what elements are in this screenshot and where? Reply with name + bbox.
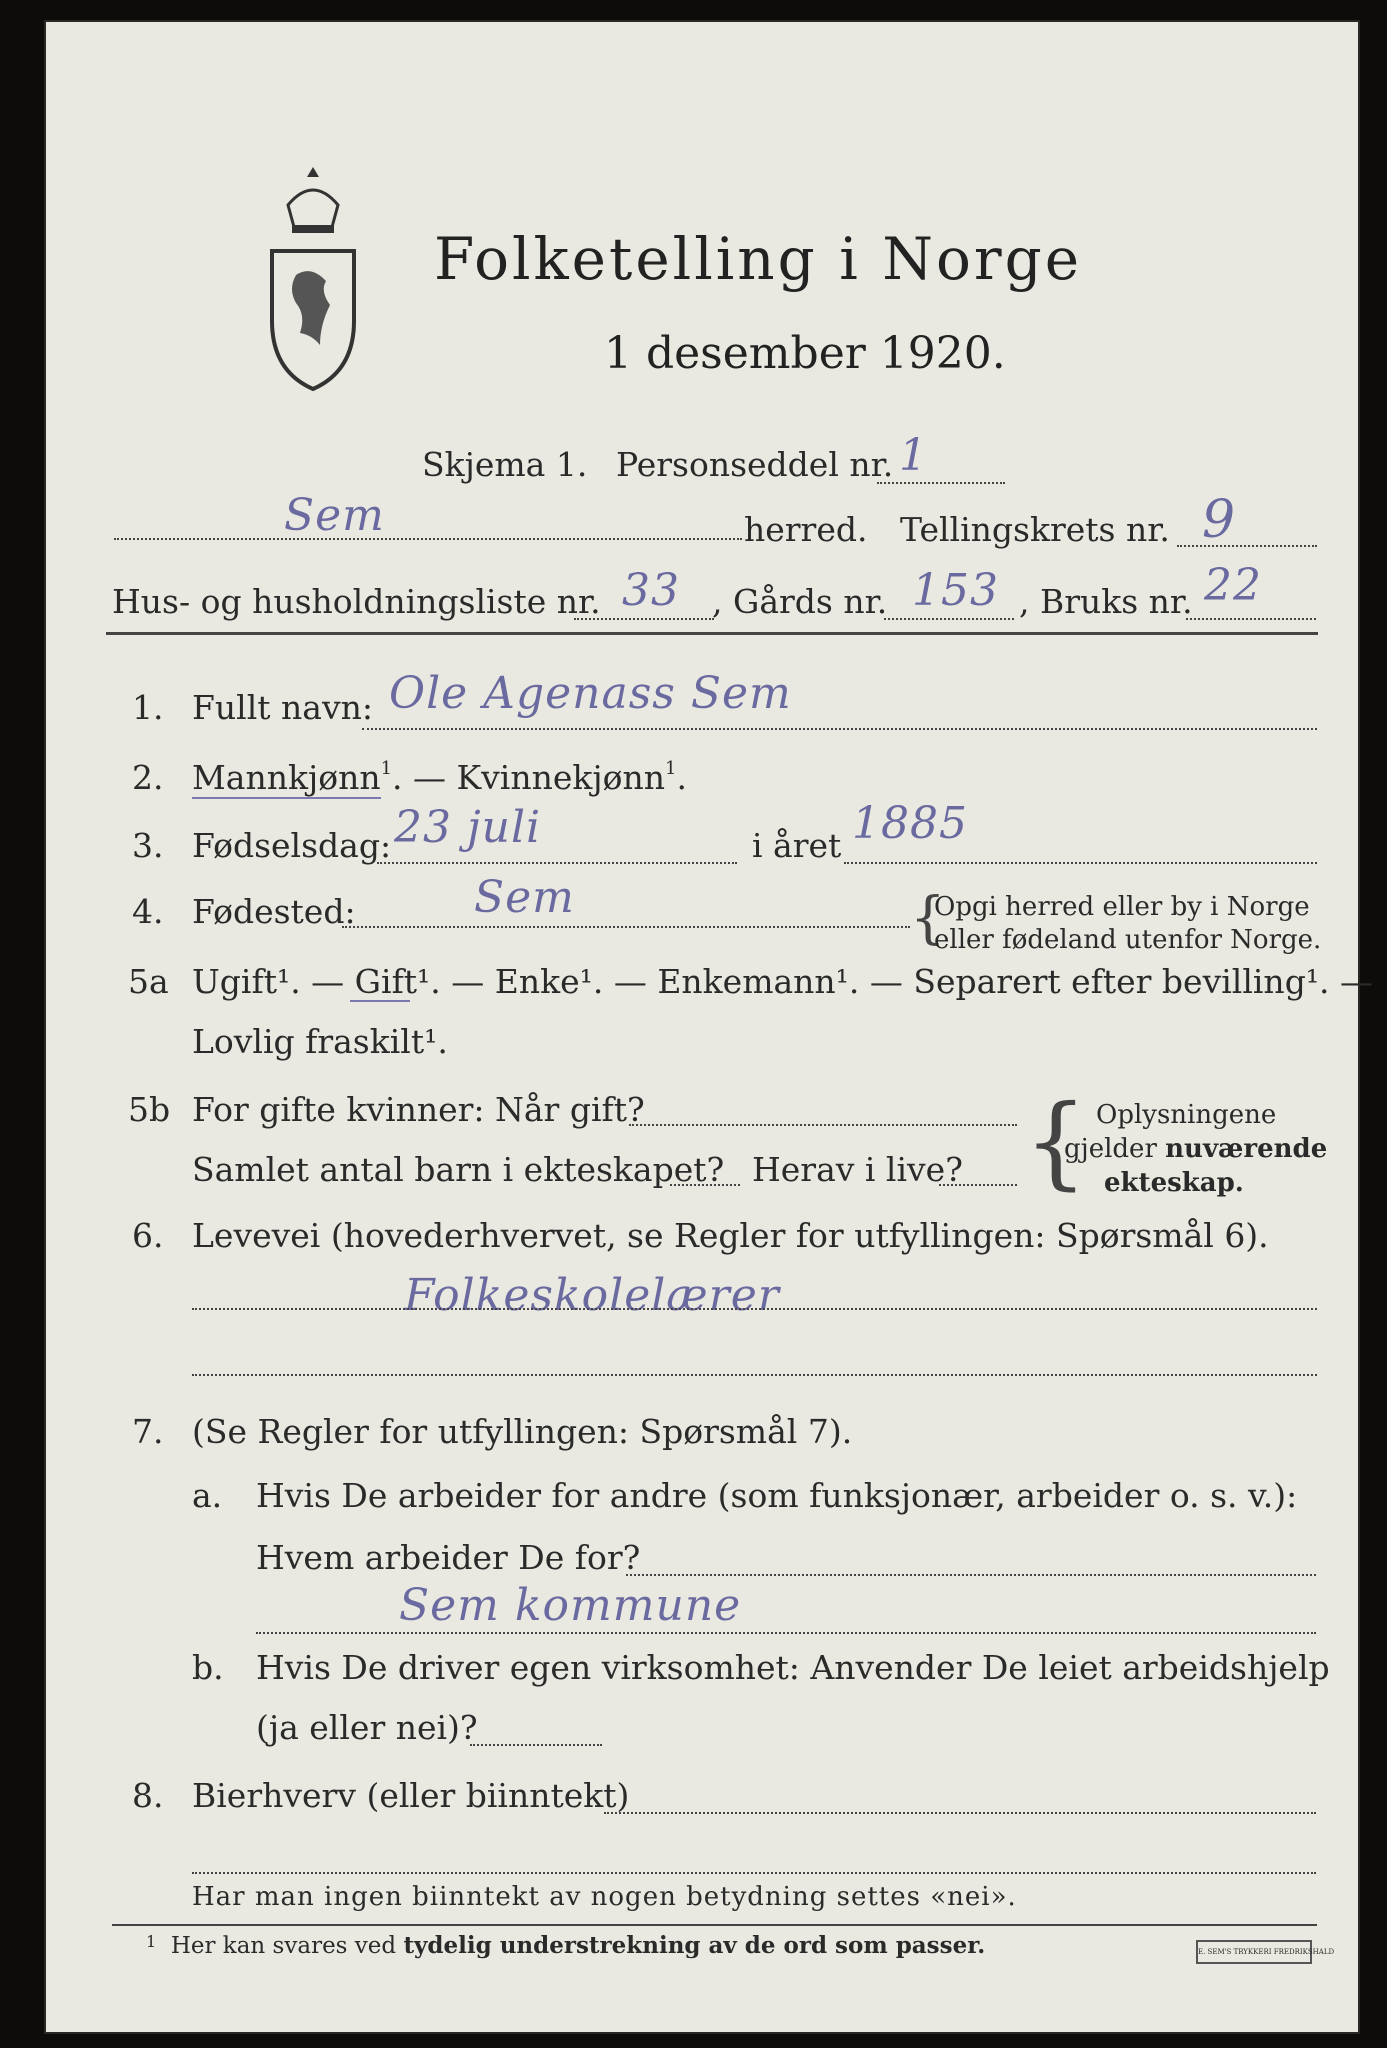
q8-label: Bierhverv (eller biinntekt) (192, 1776, 630, 1815)
q3-year-value: 1885 (852, 798, 968, 849)
q2-mannkjonn: Mannkjønn (192, 758, 381, 797)
printer-stamp: E. SEM'S TRYKKERI FREDRIKSHALD (1196, 1940, 1312, 1964)
q6-label: Levevei (hovederhvervet, se Regler for utfyllingen: Spørsmål 6). (192, 1216, 1269, 1255)
census-form (44, 20, 1374, 2034)
q1-number: 1. (132, 688, 164, 727)
q7-number: 7. (132, 1412, 164, 1451)
q1-line (362, 728, 1317, 730)
q8-line1 (604, 1812, 1316, 1814)
personseddel-value: 1 (899, 430, 928, 481)
form-title: Folketelling i Norge (434, 225, 1083, 293)
q7-label: (Se Regler for utfyllingen: Spørsmål 7). (192, 1412, 853, 1451)
hus-label: Hus- og husholdningsliste nr. (112, 582, 601, 621)
hus-line (574, 618, 714, 620)
q4-note-line1: Opgi herred eller by i Norge (934, 892, 1310, 922)
q7a-letter: a. (192, 1476, 223, 1515)
footer-note: Har man ingen biinntekt av nogen betydning settes «nei». (192, 1882, 1017, 1912)
gards-line (884, 618, 1014, 620)
q5a-gift-underline (350, 1000, 410, 1002)
q3-day-line (377, 862, 737, 864)
q4-brace: { (910, 886, 946, 951)
q5b-line1: For gifte kvinner: Når gift? (192, 1090, 645, 1129)
q5b-number: 5b (128, 1090, 171, 1129)
q5b-note3: ekteskap. (1104, 1168, 1244, 1198)
q7a-line2: Hvem arbeider De for? (256, 1538, 641, 1577)
q5b-line2a: Samlet antal barn i ekteskapet? (192, 1150, 725, 1189)
tellingskrets-value: 9 (1202, 490, 1237, 550)
q7b-letter: b. (192, 1648, 224, 1687)
coat-of-arms-icon (266, 165, 360, 395)
q5b-live-line (939, 1184, 1017, 1186)
q7a-value: Sem kommune (399, 1580, 742, 1631)
q5a-number: 5a (128, 962, 169, 1001)
footer-divider (112, 1924, 1317, 1926)
skjema-label: Skjema 1. (422, 445, 588, 484)
gards-label: , Gårds nr. (712, 582, 888, 621)
q4-label: Fødested: (192, 892, 356, 931)
footnote: $^1$ Her kan svares ved tydelig understrekning av de ord som passer. (146, 1932, 986, 1959)
q4-note-line2: eller fødeland utenfor Norge. (934, 925, 1322, 955)
q5b-gift-line (629, 1124, 1017, 1126)
q4-number: 4. (132, 892, 164, 931)
q7b-line (470, 1744, 602, 1746)
bruks-label: , Bruks nr. (1019, 582, 1193, 621)
personseddel-label: Personseddel nr. (616, 445, 894, 484)
herred-line (114, 538, 742, 540)
q3-value: 23 juli (394, 802, 542, 853)
bruks-line (1186, 618, 1316, 620)
q2-number: 2. (132, 758, 164, 797)
tellingskrets-label: Tellingskrets nr. (900, 510, 1170, 549)
tellingskrets-line (1177, 545, 1317, 547)
q3-number: 3. (132, 826, 164, 865)
herred-label: herred. (744, 510, 868, 549)
q5b-brace: { (1024, 1083, 1088, 1200)
q6-value: Folkeskolelærer (404, 1270, 780, 1321)
q6-number: 6. (132, 1216, 164, 1255)
q5b-barn-line (670, 1184, 740, 1186)
q5b-line2b: Herav i live? (752, 1150, 963, 1189)
header-divider (106, 632, 1318, 635)
q5b-note1: Oplysningene (1096, 1100, 1277, 1130)
q7a-line1: Hvis De arbeider for andre (som funksjonær, arbeider o. s. v.): (256, 1476, 1298, 1515)
gards-value: 153 (912, 565, 999, 616)
q7a-employer-line1 (626, 1574, 1316, 1576)
q5a-line2: Lovlig fraskilt¹. (192, 1022, 448, 1061)
q7b-line2: (ja eller nei)? (256, 1708, 478, 1747)
q6-line1 (192, 1308, 1317, 1310)
q8-number: 8. (132, 1776, 164, 1815)
q4-line (342, 926, 910, 928)
q2-text: Mannkjønn$^1$. — Kvinnekjønn$^1$. (192, 758, 687, 797)
herred-value: Sem (284, 490, 385, 541)
q4-value: Sem (474, 872, 575, 923)
q1-value: Ole Agenass Sem (389, 668, 792, 719)
q8-line2 (192, 1872, 1316, 1874)
hus-value: 33 (622, 565, 680, 616)
census-date: 1 desember 1920. (604, 328, 1006, 379)
q7b-line1: Hvis De driver egen virksomhet: Anvender De leiet arbeidshjelp (256, 1648, 1330, 1687)
q5a-line1: Ugift¹. — Gift¹. — Enke¹. — Enkemann¹. — Separert efter bevilling¹. — (192, 962, 1374, 1001)
q5b-note2: gjelder nuværende (1064, 1134, 1328, 1164)
q1-label: Fullt navn: (192, 688, 373, 727)
q6-line2 (192, 1374, 1317, 1376)
q3-label: Fødselsdag: (192, 826, 392, 865)
bruks-value: 22 (1204, 560, 1262, 611)
q3-year-label: i året (752, 826, 842, 865)
personseddel-line (877, 482, 1005, 484)
q7a-employer-line2 (256, 1632, 1316, 1634)
q3-year-line (844, 862, 1317, 864)
